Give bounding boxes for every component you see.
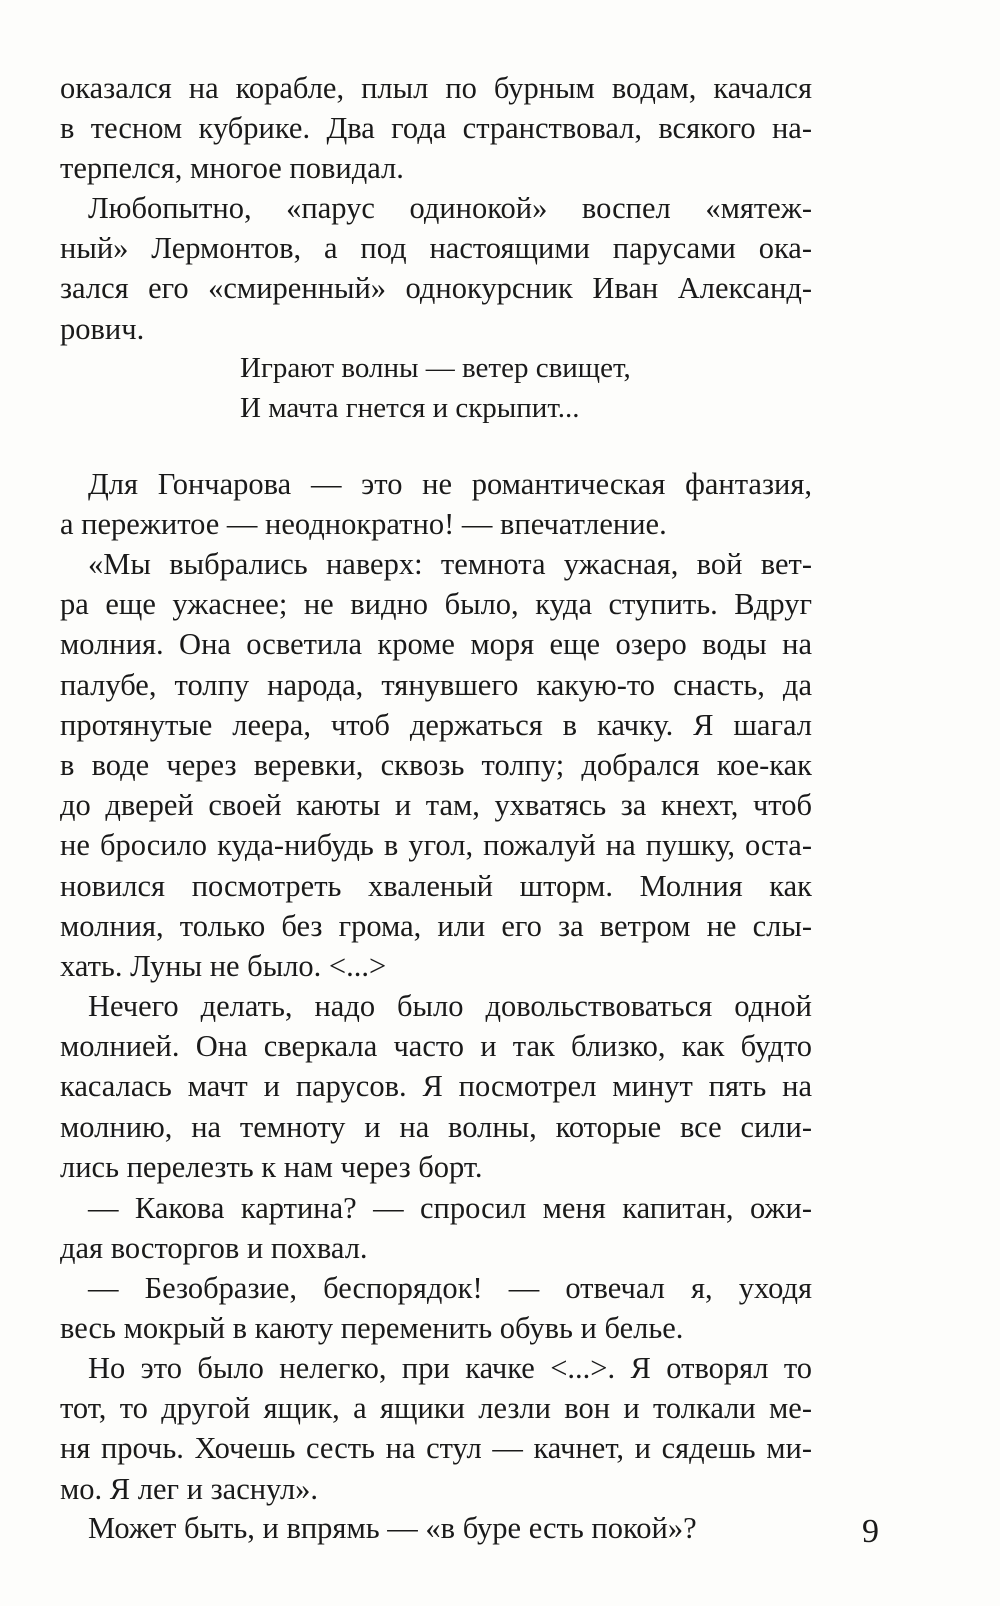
text-line: оказался на корабле, плыл по бурным водам, качался <box>60 71 812 105</box>
paragraph-2 <box>60 188 812 349</box>
text-line: молнию, на темноту и на волны, которые все сили- <box>60 1109 812 1144</box>
text-line: терпелся, многое повидал. <box>60 151 404 186</box>
text-line: Нечего делать, надо было довольствоваться одной <box>88 989 812 1023</box>
verse-line: Играют волны — ветер свищет, <box>240 352 631 384</box>
paragraph-7 <box>60 1268 812 1348</box>
page-number: 9 <box>862 1513 879 1550</box>
text-line: весь мокрый в каюту переменить обувь и белье. <box>60 1311 684 1346</box>
text-line: ный» Лермонтов, а под настоящими парусами ока- <box>60 231 812 266</box>
text-line: ня прочь. Хочешь сесть на стул — качнет, и сядешь ми- <box>60 1431 812 1466</box>
text-line: касалась мачт и парусов. Я посмотрел минут пять на <box>60 1069 812 1104</box>
text-line: — Безобразие, беспорядок! — отвечал я, уходя <box>88 1271 812 1305</box>
text-line: протянутые леера, чтоб держаться в качку. Я шагал <box>60 707 812 742</box>
text-line: до дверей своей каюты и там, ухватясь за кнехт, чтоб <box>60 788 812 823</box>
text-line: Для Гончарова — это не романтическая фантазия, <box>88 467 812 501</box>
text-line: ра еще ужаснее; не видно было, куда ступить. Вдруг <box>60 587 812 622</box>
verse-line: И мачта гнется и скрыпит... <box>240 392 580 424</box>
text-line: хать. Луны не было. <...> <box>60 949 387 984</box>
paragraph-3 <box>60 464 812 544</box>
paragraph-4 <box>60 544 812 986</box>
text-line: молния. Она осветила кроме моря еще озеро воды на <box>60 627 812 662</box>
paragraph-1 <box>60 68 812 189</box>
text-line: Любопытно, «парус одинокой» воспел «мятеж- <box>88 191 812 225</box>
text-line: лись перелезть к нам через борт. <box>60 1149 483 1184</box>
text-line: а пережитое — неоднократно! — впечатление. <box>60 507 667 542</box>
text-line: мо. Я лег и заснул». <box>60 1471 319 1506</box>
text-line: «Мы выбрались наверх: темнота ужасная, вой вет- <box>88 547 812 581</box>
paragraph-6 <box>60 1188 812 1268</box>
text-line: зался его «смиренный» однокурсник Иван Александ- <box>60 271 812 306</box>
text-line: Но это было нелегко, при качке <...>. Я отворял то <box>88 1351 812 1385</box>
text-line: в тесном кубрике. Два года странствовал, всякого на- <box>60 111 812 146</box>
text-line: молния, только без грома, или его за ветром не слы- <box>60 908 812 943</box>
text-line: рович. <box>60 311 145 346</box>
text-line: тот, то другой ящик, а ящики лезли вон и толкали ме- <box>60 1391 812 1426</box>
paragraph-5 <box>60 986 812 1187</box>
text-line: — Какова картина? — спросил меня капитан, ожи- <box>88 1191 812 1225</box>
paragraph-9 <box>60 1508 812 1548</box>
text-line: в воде через веревки, сквозь толпу; добрался кое-как <box>60 748 812 783</box>
text-line: новился посмотреть хваленый шторм. Молния как <box>60 868 812 903</box>
paragraph-8 <box>60 1348 812 1509</box>
text-line: дая восторгов и похвал. <box>60 1231 368 1266</box>
text-line: не бросило куда-нибудь в угол, пожалуй на пушку, оста- <box>60 828 812 863</box>
verse-quote <box>240 348 631 428</box>
text-line: палубе, толпу народа, тянувшего какую-то снасть, да <box>60 667 812 702</box>
text-line: молнией. Она сверкала часто и так близко, как будто <box>60 1029 812 1064</box>
text-line: Может быть, и впрямь — «в буре есть покой»? <box>88 1511 697 1545</box>
